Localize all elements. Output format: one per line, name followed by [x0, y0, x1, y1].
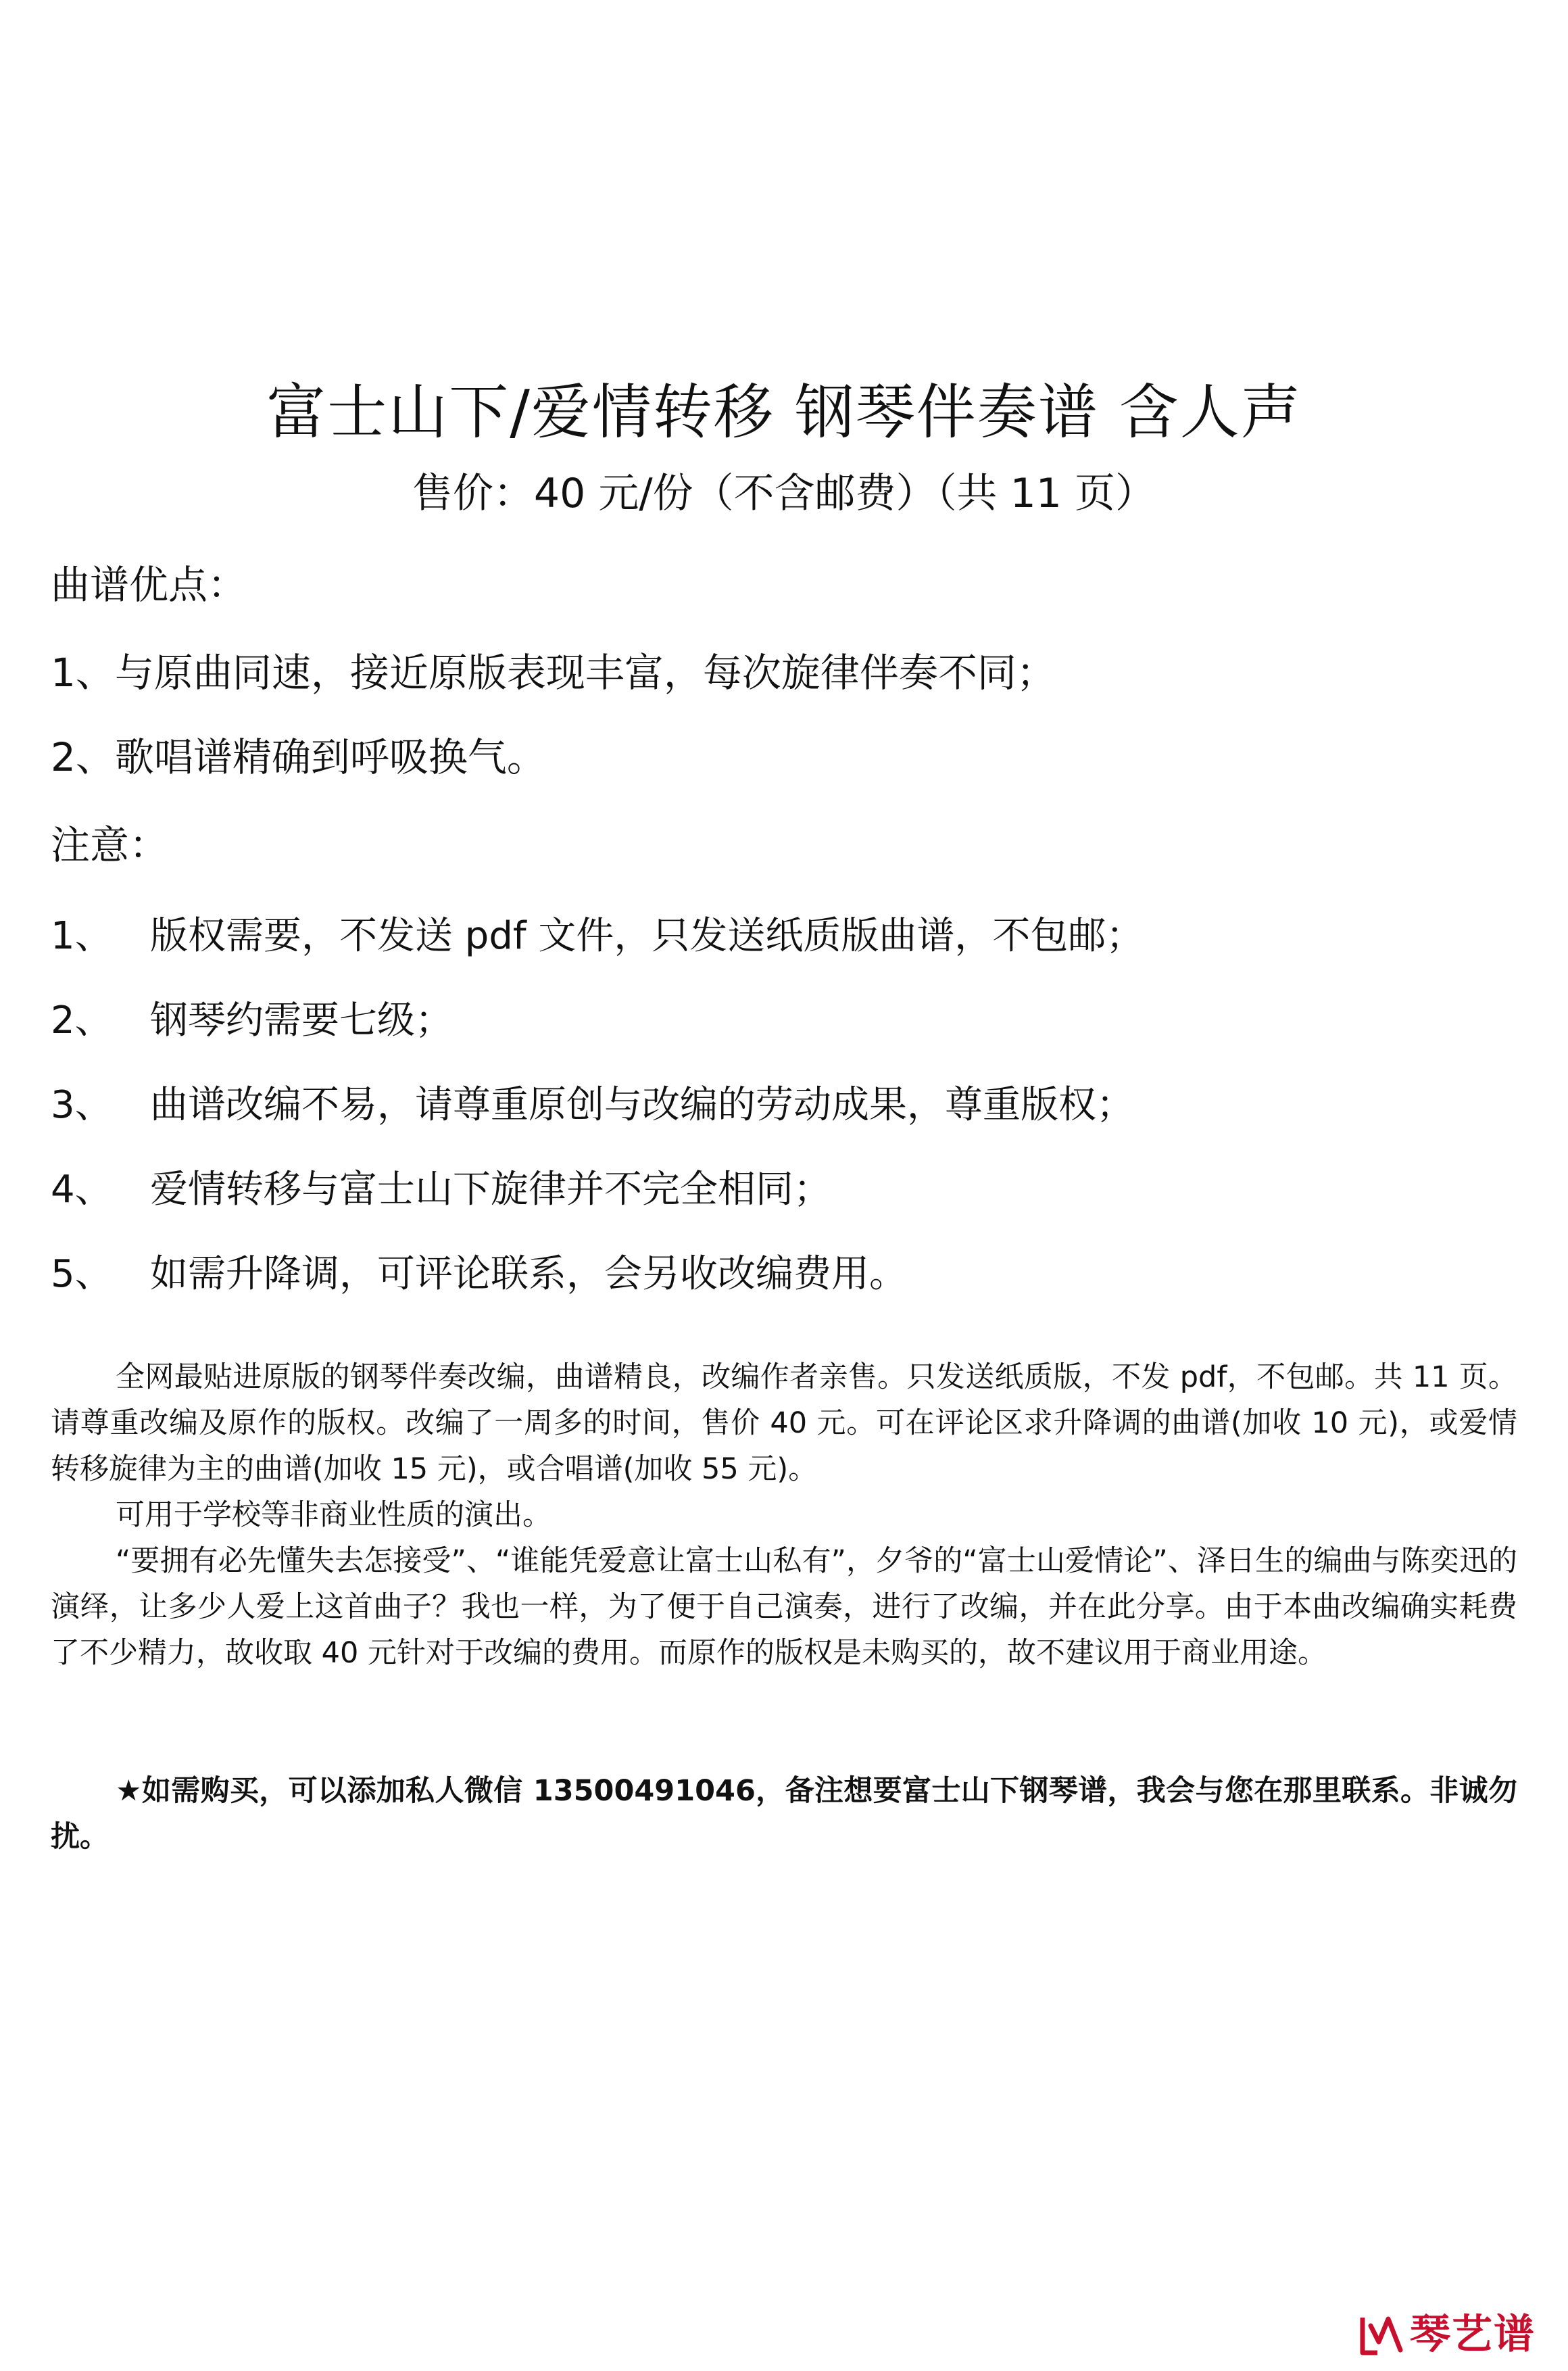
price-subtitle: 售价：40 元/份（不含邮费）（共 11 页）: [412, 470, 1156, 517]
note-number: 2、: [51, 999, 113, 1043]
note-text: 钢琴约需要七级；: [150, 999, 453, 1043]
brand-logo: [1358, 2311, 1541, 2358]
logo-text: 琴艺谱: [1410, 2311, 1536, 2358]
page-title: 富士山下/爱情转移 钢琴伴奏谱 含人声: [266, 377, 1302, 447]
note-text: 版权需要，不发送 pdf 文件，只发送纸质版曲谱，不包邮；: [150, 914, 1144, 958]
note-number: 4、: [51, 1168, 113, 1212]
note-number: 3、: [51, 1083, 113, 1127]
description-paragraph-3: “要拥有必先懂失去怎接受”、“谁能凭爱意让富士山私有”，夕爷的“富士山爱情论”、泽日生的编曲与陈奕迅的演绎，让多少人爱上这首曲子？我也一样，为了便于自己演奏，进行了改编，并在此分享。由于本曲改编确实耗费了不少精力，故收取 40 元针对于改编的费用。而原作的版权是未购买的，故不建议用于商业用途。: [51, 1544, 1517, 1670]
notes-heading: 注意：: [51, 822, 169, 868]
note-text: 爱情转移与富士山下旋律并不完全相同；: [150, 1168, 831, 1212]
note-number: 5、: [51, 1252, 113, 1296]
advantages-heading: 曲谱优点：: [51, 562, 247, 608]
note-text: 曲谱改编不易，请尊重原创与改编的劳动成果，尊重版权；: [150, 1083, 1134, 1127]
description-paragraph-1: 全网最贴进原版的钢琴伴奏改编，曲谱精良，改编作者亲售。只发送纸质版，不发 pdf，不包邮。共 11 页。请尊重改编及原作的版权。改编了一周多的时间，售价 40 元。可在评论区求升降调的曲谱(加收 10 元)，或爱情转移旋律为主的曲谱(加收 15 元)，或合唱谱(加收 55 元)。: [51, 1360, 1517, 1486]
note-number: 1、: [51, 914, 113, 958]
advantage-item-1: 1、与原曲同速，接近原版表现丰富，每次旋律伴奏不同；: [51, 650, 1056, 696]
description-paragraph-2: 可用于学校等非商业性质的演出。: [116, 1498, 552, 1532]
qinyipu-logo-icon: [1358, 2311, 1407, 2358]
advantage-item-2: 2、歌唱谱精确到呼吸换气。: [51, 734, 546, 780]
note-text: 如需升降调，可评论联系，会另收改编费用。: [150, 1252, 907, 1296]
contact-paragraph: ★如需购买，可以添加私人微信 13500491046，备注想要富士山下钢琴谱，我会与您在那里联系。非诚勿扰。: [51, 1774, 1517, 1854]
